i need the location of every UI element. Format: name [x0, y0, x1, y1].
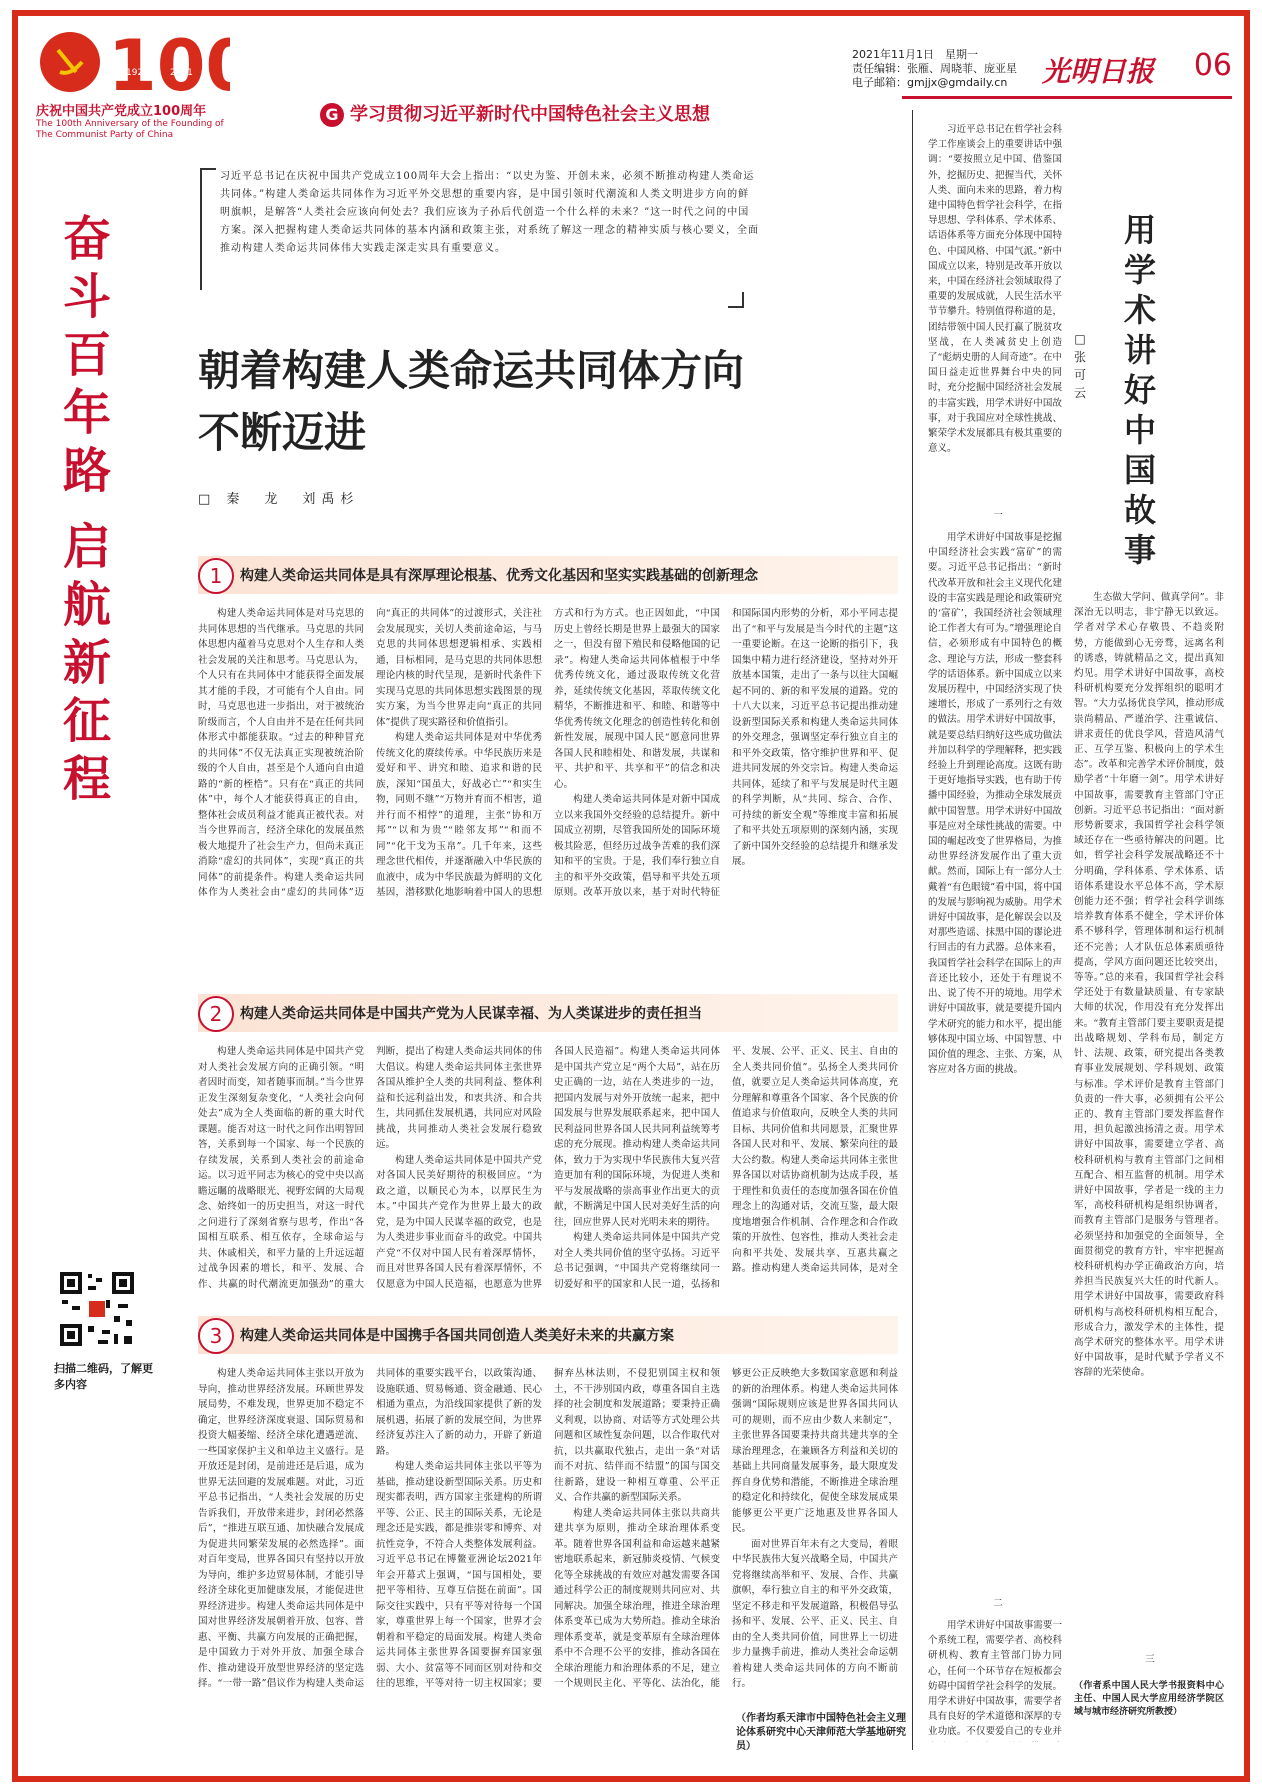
- side-intro: [928, 122, 1062, 502]
- paragraph: 构建人类命运共同体主张以平等为基础，推动建设新型国际关系。历史和现实都表明，西方国家主张建构的所谓平等、公正、民主的国际关系，无论是理念还是实践，都是推崇零和博弈、对抗性竞争，不符合人类整体发展利益。习近平总书记在博鳌亚洲论坛2021年年会开幕式上强调，“国与国相处，要把平等相待、互尊互信挺在前面”。国际交往实践中，只有平等对待每一个国家，尊重世界上每一个国家，世界才会朝着和平稳定的局面发展。构建人类命运共同体主张世界各国要摒弃国家强弱、大小、贫富等不同而区别对待和交往的思维，平等对待一切主权国家；要摒弃丛林法则，不侵犯别国主权和领土，不干涉别国内政，尊重各国自主选择的社会制度和发展道路；要秉持正确义利观，以协商、对话等方式处理公共问题和区域性复杂问题，以合作取代对抗，以共赢取代独占，走出一条“对话而不对抗、结伴而不结盟”的国与国交往新路，建设一种相互尊重、公平正义、合作共赢的新型国际关系。: [376, 1368, 720, 1689]
- column-label: 学习贯彻习近平新时代中国特色社会主义思想: [350, 104, 710, 125]
- slogan-char: 斗: [62, 269, 111, 325]
- section-number: 3: [198, 1318, 234, 1354]
- section-title: 构建人类命运共同体是中国共产党为人民谋幸福、为人类谋进步的责任担当: [240, 1006, 702, 1022]
- slogan-char: 启: [62, 519, 111, 575]
- side-author-note: （作者系中国人民大学书报资料中心主任、中国人民大学应用经济学院区域与城市经济研究所教授）: [1074, 1681, 1224, 1717]
- logo-number: 100: [108, 25, 230, 107]
- paragraph: 用学术讲好中国故事需要一个系统工程，需要学者、高校科研机构、教育主管部门协力同心，任何一个环节存在短板都会妨碍中国哲学社会科学的发展。用学术讲好中国故事，需要学者具有良好的学术道德和深厚的专业功底。不仅要爱自己的专业并: [928, 1620, 1062, 1738]
- article-author: □ 秦 龙 刘禹杉: [198, 492, 360, 507]
- paragraph: 构建人类命运共同体是对马克思的共同体思想的当代继承。马克思的共同体思想内蕴着马克思对个人生存和人类社会发展的关注和思考。马克思认为，个人只有在共同体中才能获得全面发展其才能的手段，才可能有个人自由。同时，马克思也进一步指出，对于被统治阶级而言，个人自由并不是在任何共同体形式中都能获取。“过去的种种冒充的共同体”不仅无法真正实现被统治阶级的个人自由，甚至是个人通向自由道路的“新的桎梏”。只有在“真正的共同体”中，每个人才能获得真正的自由，整体社会成员利益才能真正被代表。对当今世界而言，经济全球化的发展虽然极大地提升了社会生产力，但尚未真正消除“虚幻的共同体”，实现“真正的共同体”的前提条件。构建人类命运共同体作为人类社会由“虚幻的共同体”迈向“真正的共同体”的过渡形式，关注社会发展现实，关切人类前途命运，与马克思的共同体思想逻辑相承、实践相通，目标相同，是马克思的共同体思想理论内核的时代呈现，是新时代条件下实现马克思的共同体思想实践图景的现实方案，为当今世界走向“真正的共同体”提供了现实路径和价值指引。: [198, 608, 542, 898]
- side-article-author: □ 张可云: [1073, 332, 1086, 400]
- slogan-char: 奋: [62, 211, 111, 267]
- article-title: [198, 340, 898, 464]
- slogan-char: 年: [62, 385, 111, 441]
- masthead-info: [852, 48, 1017, 90]
- paragraph: 构建人类命运共同体是对新中国成立以来我国外交经验的总结提升。新中国成立初期，尽管我国所处的国际环境极其险恶，但经历过战争苦难的我们深知和平的宝贵。于是，我们奉行独立自主的和平外交政策，倡导和平共处五项原则。改革开放以来，基于对时代特征和国际国内形势的分析，邓小平同志提出了“和平与发展是当今时代的主题”这一重要论断。在这一论断的指引下，我国集中精力进行经济建设，坚持对外开放基本国策，走出了一条与以往大国崛起不同的、新的和平发展的道路。党的十八大以来，习近平总书记提出推动建设新型国际关系和构建人类命运共同体的外交理念，强调坚定奉行独立自主的和平外交政策，恪守维护世界和平、促进共同发展的外交宗旨。构建人类命运共同体，延续了和平与发展是时代主题的科学判断，从“共同、综合、合作、可持续的新安全观”等维度丰富和拓展了和平共处五项原则的深刻内涵，实现了新中国外交经验的总结提升和继承发展。: [554, 608, 898, 898]
- vertical-slogan: [52, 210, 122, 808]
- section-number: 1: [198, 558, 234, 594]
- side-section-2: [928, 1618, 1062, 1742]
- logo-year-left: 1921: [126, 68, 149, 78]
- section-heading-2: [198, 994, 898, 1032]
- section-body-2: [198, 1044, 898, 1302]
- logo-en-1: The 100th Anniversary of the Founding of: [36, 119, 224, 129]
- logo-year-right: 2021: [170, 68, 193, 78]
- section-heading-3: [198, 1316, 898, 1354]
- side-title-char: 国: [1123, 451, 1156, 489]
- side-section-number: 一: [993, 510, 1003, 521]
- side-title-char: 用: [1123, 211, 1156, 249]
- newspaper-brand: 光明日报: [1042, 55, 1155, 88]
- section-body-1: [198, 606, 898, 976]
- logo-cn: 庆祝中国共产党成立100周年: [36, 104, 207, 119]
- side-section-1: [928, 530, 1062, 1590]
- paragraph: 习近平总书记在哲学社会科学工作座谈会上的重要讲话中强调：“要按照立足中国、借鉴国外，挖掘历史、把握当代，关怀人类、面向未来的思路，着力构建中国特色哲学社会科学，在指导思想、学科体系、学术体系、话语体系等方面充分体现中国特色、中国风格、中国气派。”新中国成立以来，特别是改革开放以来，中国在经济社会领域取得了重要的发展成就，人民生活水平节节攀升。特别值得称道的是，团结带领中国人民打赢了脱贫攻坚战，在人类减贫史上创造了“彪炳史册的人间奇迹”。在中国日益走近世界舞台中央的同时，充分挖掘中国经济社会发展的丰富实践，用学术讲好中国故事，对于我国应对全球性挑战、繁荣学术发展都具有极其重要的意义。: [928, 124, 1062, 455]
- paragraph: 用学术讲好中国故事是挖掘中国经济社会实践“富矿”的需要。习近平总书记指出：“新时代改革开放和社会主义现代化建设的丰富实践是理论和政策研究的‘富矿’，我国经济社会领域理论工作者大有可为。”增强理论自信，必须形成有中国特色的概念、理论与方法，形成一整套科学的话语体系。新中国成立以来发展历程中，中国经济实现了快速增长，形成了一系列行之有效的做法。用学术讲好中国故事，就是要总结归纳好这些成功做法并加以科学的学理解释，把实践经验上升到理论高度。这既有助于更好地指导实践，也有助于传播中国经验，为推动全球发展贡献中国智慧。用学术讲好中国故事是应对全球性挑战的需要。中国的崛起改变了世界格局，为推动世界经济发展作出了重大贡献。然而，国际上有一部分人士戴着“有色眼镜”看中国，将中国的发展与影响视为威胁。用学术讲好中国故事，是化解误会以及对那些造谣、抹黑中国的谬论进行回击的有力武器。总体来看，我国哲学社会科学在国际上的声音还比较小，还处于有理说不出、说了传不开的境地。用学术讲好中国故事，就是要提升国内学术研究的能力和水平，提出能够体现中国立场、中国智慧、中国价值的理念、主张、方案，从容应对各方面的挑战。: [928, 532, 1062, 1076]
- editor-line: 责任编辑：张雁、周晓菲、庞亚星: [852, 62, 1017, 75]
- side-title-char: 术: [1123, 291, 1156, 329]
- slogan-char: 百: [62, 327, 111, 383]
- slogan-char: 新: [62, 635, 111, 691]
- slogan-char: 路: [62, 443, 111, 499]
- paragraph: 构建人类命运共同体主张以开放为导向，推动世界经济发展。环顾世界发展局势，不难发现，世界更加不稳定不确定，世界经济深度衰退、国际贸易和投资大幅萎缩、经济全球化遭遇逆流、一些国家保护主义和单边主义盛行。是开放还是封闭，是前进还是后退，成为世界无法回避的发展难题。对此，习近平总书记指出，“人类社会发展的历史告诉我们，开放带来进步，封闭必然落后”，“推进互联互通、加快融合发展成为促进共同繁荣发展的必然选择”。面对百年变局，世界各国只有坚持以开放为导向，维护多边贸易体制，才能引导经济全球化更加健康发展，才能促进世界经济进步。构建人类命运共同体是中国对世界经济发展朝着开放、包容、普惠、平衡、共赢方向发展的正确把握，是中国致力于对外开放、加强全球合作、推动建设开放型世界经济的坚定选择。“一带一路”倡议作为构建人类命运共同体的重要实践平台，以政策沟通、设施联通、贸易畅通、资金融通、民心相通为重点，为沿线国家提供了新的发展机遇，拓展了新的发展空间，为世界经济复苏注入了新的动力，开辟了新道路。: [198, 1368, 542, 1689]
- paragraph: 构建人类命运共同体是中国共产党对人类社会发展方向的正确引领。“明者因时而变，知者随事而制。”当今世界正发生深刻复杂变化，“人类社会向何处去”成为全人类面临的新的重大时代课题。能否对这一时代之问作出明智回答，关系到每一个国家、每一个民族的存续发展，关系到人类社会的前途命运。以习近平同志为核心的党中央以高瞻远瞩的战略眼光、视野宏阔的大局观念、始终如一的历史担当，对这一时代之问进行了深刻省察与思考，作出“各国相互联系、相互依存，全球命运与共、休戚相关，和平力量的上升远远超过战争因素的增长，和平、发展、合作、共赢的时代潮流更加强劲”的重大判断，提出了构建人类命运共同体的伟大倡议。构建人类命运共同体主张世界各国从维护全人类的共同利益、整体利益和长远利益出发，和衷共济、和合共生，共同抓住发展机遇，共同应对风险挑战，共同推动人类社会发展行稳致远。: [198, 1046, 542, 1290]
- slogan-char: 征: [62, 693, 111, 749]
- side-section-number: 三: [1145, 1654, 1155, 1665]
- masthead-rule: [902, 96, 1232, 99]
- date-line: 2021年11月1日 星期一: [852, 48, 978, 61]
- slogan-char: 程: [62, 751, 111, 807]
- column-icon: G: [320, 103, 344, 127]
- section-number: 2: [198, 996, 234, 1032]
- title-line-1: 朝着构建人类命运共同体方向: [198, 346, 745, 395]
- section-body-3: [198, 1366, 898, 1702]
- side-title-char: 中: [1123, 411, 1156, 449]
- qr-caption: 扫描二维码，了解更多内容: [54, 1362, 153, 1391]
- side-section-number: 二: [993, 1598, 1003, 1609]
- section-title: 构建人类命运共同体是具有深厚理论根基、优秀文化基因和坚实实践基础的创新理念: [240, 568, 758, 584]
- title-line-2: 不断迈进: [198, 408, 367, 457]
- side-article-title: [1110, 210, 1170, 570]
- paragraph: 构建人类命运共同体是对中华优秀传统文化的赓续传承。中华民族历来是爱好和平、讲究和睦、追求和谐的民族，深知“国虽大，好战必亡”“和实生物，同则不继”“万物并育而不相害，道并行而不相悖”的道理，主张“协和万邦”“以和为贵”“睦邻友邦”“和而不同”“化干戈为玉帛”。几千年来，这些理念世代相传，并逐渐融入中华民族的血液中，成为中华民族最为鲜明的文化基因，潜移默化地影响着中国人的思想方式和行为方式。也正因如此，“中国历史上曾经长期是世界上最强大的国家之一，但没有留下殖民和侵略他国的记录”。构建人类命运共同体植根于中华优秀传统文化，通过汲取传统文化营养，延续传统文化基因，萃取传统文化精华，不断推进和平、和睦、和谐等中华优秀传统文化理念的创造性转化和创新性发展，展现中国人民“愿意同世界各国人民和睦相处、和谐发展，共谋和平、共护和平、共享和平”的信念和决心。: [376, 608, 720, 898]
- side-title-char: 故: [1123, 491, 1156, 529]
- column-divider: [912, 110, 913, 1750]
- section-title: 构建人类命运共同体是中国携手各国共同创造人类美好未来的共赢方案: [240, 1328, 674, 1344]
- side-title-char: 事: [1123, 531, 1156, 569]
- email-line: 电子邮箱：gmjjx@gmdaily.cn: [852, 76, 1008, 89]
- side-title-char: 学: [1123, 251, 1156, 289]
- masthead: [852, 48, 1232, 98]
- column-head: [320, 100, 710, 127]
- intro-corner-bottom: [728, 292, 744, 308]
- section-heading-1: [198, 556, 898, 594]
- paragraph: 构建人类命运共同体主张以共商共建共享为原则，推动全球治理体系变革。随着世界各国利益和命运越来越紧密地联系起来，新冠肺炎疫情、气候变化等全球挑战的有效应对越发需要各国通过科学公正的制度规则共同应对、共同解决。加强全球治理，推进全球治理体系变革已成为大势所趋。推动全球治理体系变革，就是变革原有全球治理体系中不合理不公平的安排，推动各国在全球治理能力和治理体系的不足，建立一个规则民主化、平等化、法治化，能够更公正反映绝大多数国家意愿和利益的新的治理体系。构建人类命运共同体强调“国际规则应该是世界各国共同认可的规则，而不应由少数人来制定”，主张世界各国要秉持共商共建共享的全球治理理念，在兼顾各方利益和关切的基础上共同商量发展事务，最大限度发挥自身优势和潜能，不断推进全球治理的稳定化和持续化，促使全球发展成果能够更公平更广泛地惠及世界各国人民。: [554, 1368, 898, 1689]
- slogan-char: 航: [62, 577, 111, 633]
- side-title-char: 讲: [1123, 331, 1156, 369]
- side-section-3: [1074, 590, 1224, 1650]
- side-title-char: 好: [1123, 371, 1156, 409]
- paragraph: 构建人类命运共同体是中国共产党对各国人民美好期待的积极回应。“为政之道，以顺民心为本，以厚民生为本。”中国共产党作为世界上最大的政党，是为中国人民谋幸福的政党，也是为人类进步事业而奋斗的政党。中国共产党“不仅对中国人民有着深厚情怀，而且对世界各国人民有着深厚情怀，不仅愿意为中国人民造福，也愿意为世界各国人民造福”。构建人类命运共同体是中国共产党立足“两个大局”，站在历史正确的一边，站在人类进步的一边，把国内发展与对外开放统一起来，把中国发展与世界发展联系起来，把中国人民利益同世界各国人民共同利益统筹考虑的充分展现。推动构建人类命运共同体，致力于为实现中华民族伟大复兴营造更加有利的国际环境，为促进人类和平与发展战略的崇高事业作出更大的贡献，不断满足中国人民对美好生活的向往，回应世界人民对光明未来的期待。: [376, 1046, 720, 1290]
- author-note: （作者均系天津市中国特色社会主义理论体系研究中心天津师范大学基地研究员）: [736, 1713, 906, 1752]
- logo-en-2: The Communist Party of China: [36, 130, 174, 140]
- paragraph: 生态做大学问、做真学问”。非深治无以明志，非宁静无以致远。学者对学术心存敬畏、不趋炎附势，方能做到心无旁骛，远离名利的诱惑，铸就精品之文，提出真知灼见。用学术讲好中国故事，高校科研机构要充分发挥组织的聪明才智。“大力弘扬优良学风，推动形成崇尚精品、严谨治学、注重诚信、讲求责任的优良学风，营造风清气正、互学互鉴、积极向上的学术生态”。改革和完善学术评价制度，鼓励学者“十年磨一剑”。用学术讲好中国故事，需要教育主管部门守正创新。习近平总书记指出：“面对新形势新要求，我国哲学社会科学领域还存在一些亟待解决的问题。比如，哲学社会科学发展战略还不十分明确，学科体系、学术体系、话语体系建设水平总体不高，学术原创能力还不强；哲学社会科学训练培养教育体系不健全，学术评价体系不够科学，管理体制和运行机制还不完善；人才队伍总体素质亟待提高，学风方面问题还比较突出，等等。”总的来看，我国哲学社会科学还处于有数量缺质量、有专家缺大师的状况，作用没有充分发挥出来。“教育主管部门要主要职责是提出战略规划、学科布局，制定方针、法规、政策，研究提出各类教育事业发展规划、学科规划、政策与标准。学术评价是教育主管部门负责的一件大事，必须拥有公平公正的、教育主管部门要发挥监督作用，担负起激浊扬清之责。用学术讲好中国故事，需要建立学者、高校科研机构与教育主管部门之间相互配合、相互监督的机制。用学术讲好中国故事，学者是一线的主力军，高校科研机构是组织协调者，而教育主管部门是服务与管理者。必须坚持和加强党的全面领导，全面贯彻党的教育方针，牢牢把握高校科研机构办学正确政治方向，培养担当民族复兴大任的时代新人。用学术讲好中国故事，需要政府科研机构与高校科研机构相互配合，形成合力，激发学术的主体性，提高学术研究的整体水平。用学术讲好中国故事，是时代赋予学者义不容辞的光荣使命。: [1074, 592, 1224, 1379]
- paragraph: 面对世界百年未有之大变局，着眼中华民族伟大复兴战略全局，中国共产党将继续高举和平、发展、合作、共赢旗帜，奉行独立自主的和平外交政策，坚定不移走和平发展道路，积极倡导弘扬和平、发展、公平、正义、民主、自由的全人类共同价值，同世界上一切进步力量携手前进，推动人类社会命运朝着构建人类命运共同体的方向不断前行。: [732, 1538, 898, 1689]
- page-number: 06: [1193, 48, 1232, 83]
- paragraph: 构建人类命运共同体是中国共产党对全人类共同价值的坚守弘扬。习近平总书记强调，“中国共产党将继续同一切爱好和平的国家和人民一道，弘扬和平、发展、公平、正义、民主、自由的全人类共同价值”。弘扬全人类共同价值，就要立足人类命运共同体高度，充分理解和尊重各个国家、各个民族的价值追求与价值取向，反映全人类的共同目标、共同价值和共同愿景，汇聚世界各国人民对和平、发展、繁荣向往的最大公约数。构建人类命运共同体主张世界各国以对话协商机制为达成手段，基于理性和负责任的态度加强各国在价值理念上的沟通对话，交流互鉴，最大限度地增强合作机制、合作理念和合作政策的开放性、包容性，推动人类社会走向和平共处、发展共享、互惠共赢之路。推动构建人类命运共同体，是对全: [554, 1046, 898, 1290]
- article-intro: 习近平总书记在庆祝中国共产党成立100周年大会上指出：“以史为鉴、开创未来，必须不断推动构建人类命运共同体。”构建人类命运共同体作为习近平外交思想的重要内容，是中国引领时代潮流和人类文明进步方向的鲜明旗帜，是解答“人类社会应该向何处去？我们应该为子孙后代创造一个什么样的未来？”这一时代之问的中国方案。深入把握构建人类命运共同体的基本内涵和政策主张，对系统了解这一理念的精神实质与核心要义，全面推动构建人类命运共同体伟大实践走深走实具有重要意义。: [200, 168, 760, 290]
- qr-code[interactable]: [58, 1270, 136, 1348]
- logo-caption: [36, 100, 246, 141]
